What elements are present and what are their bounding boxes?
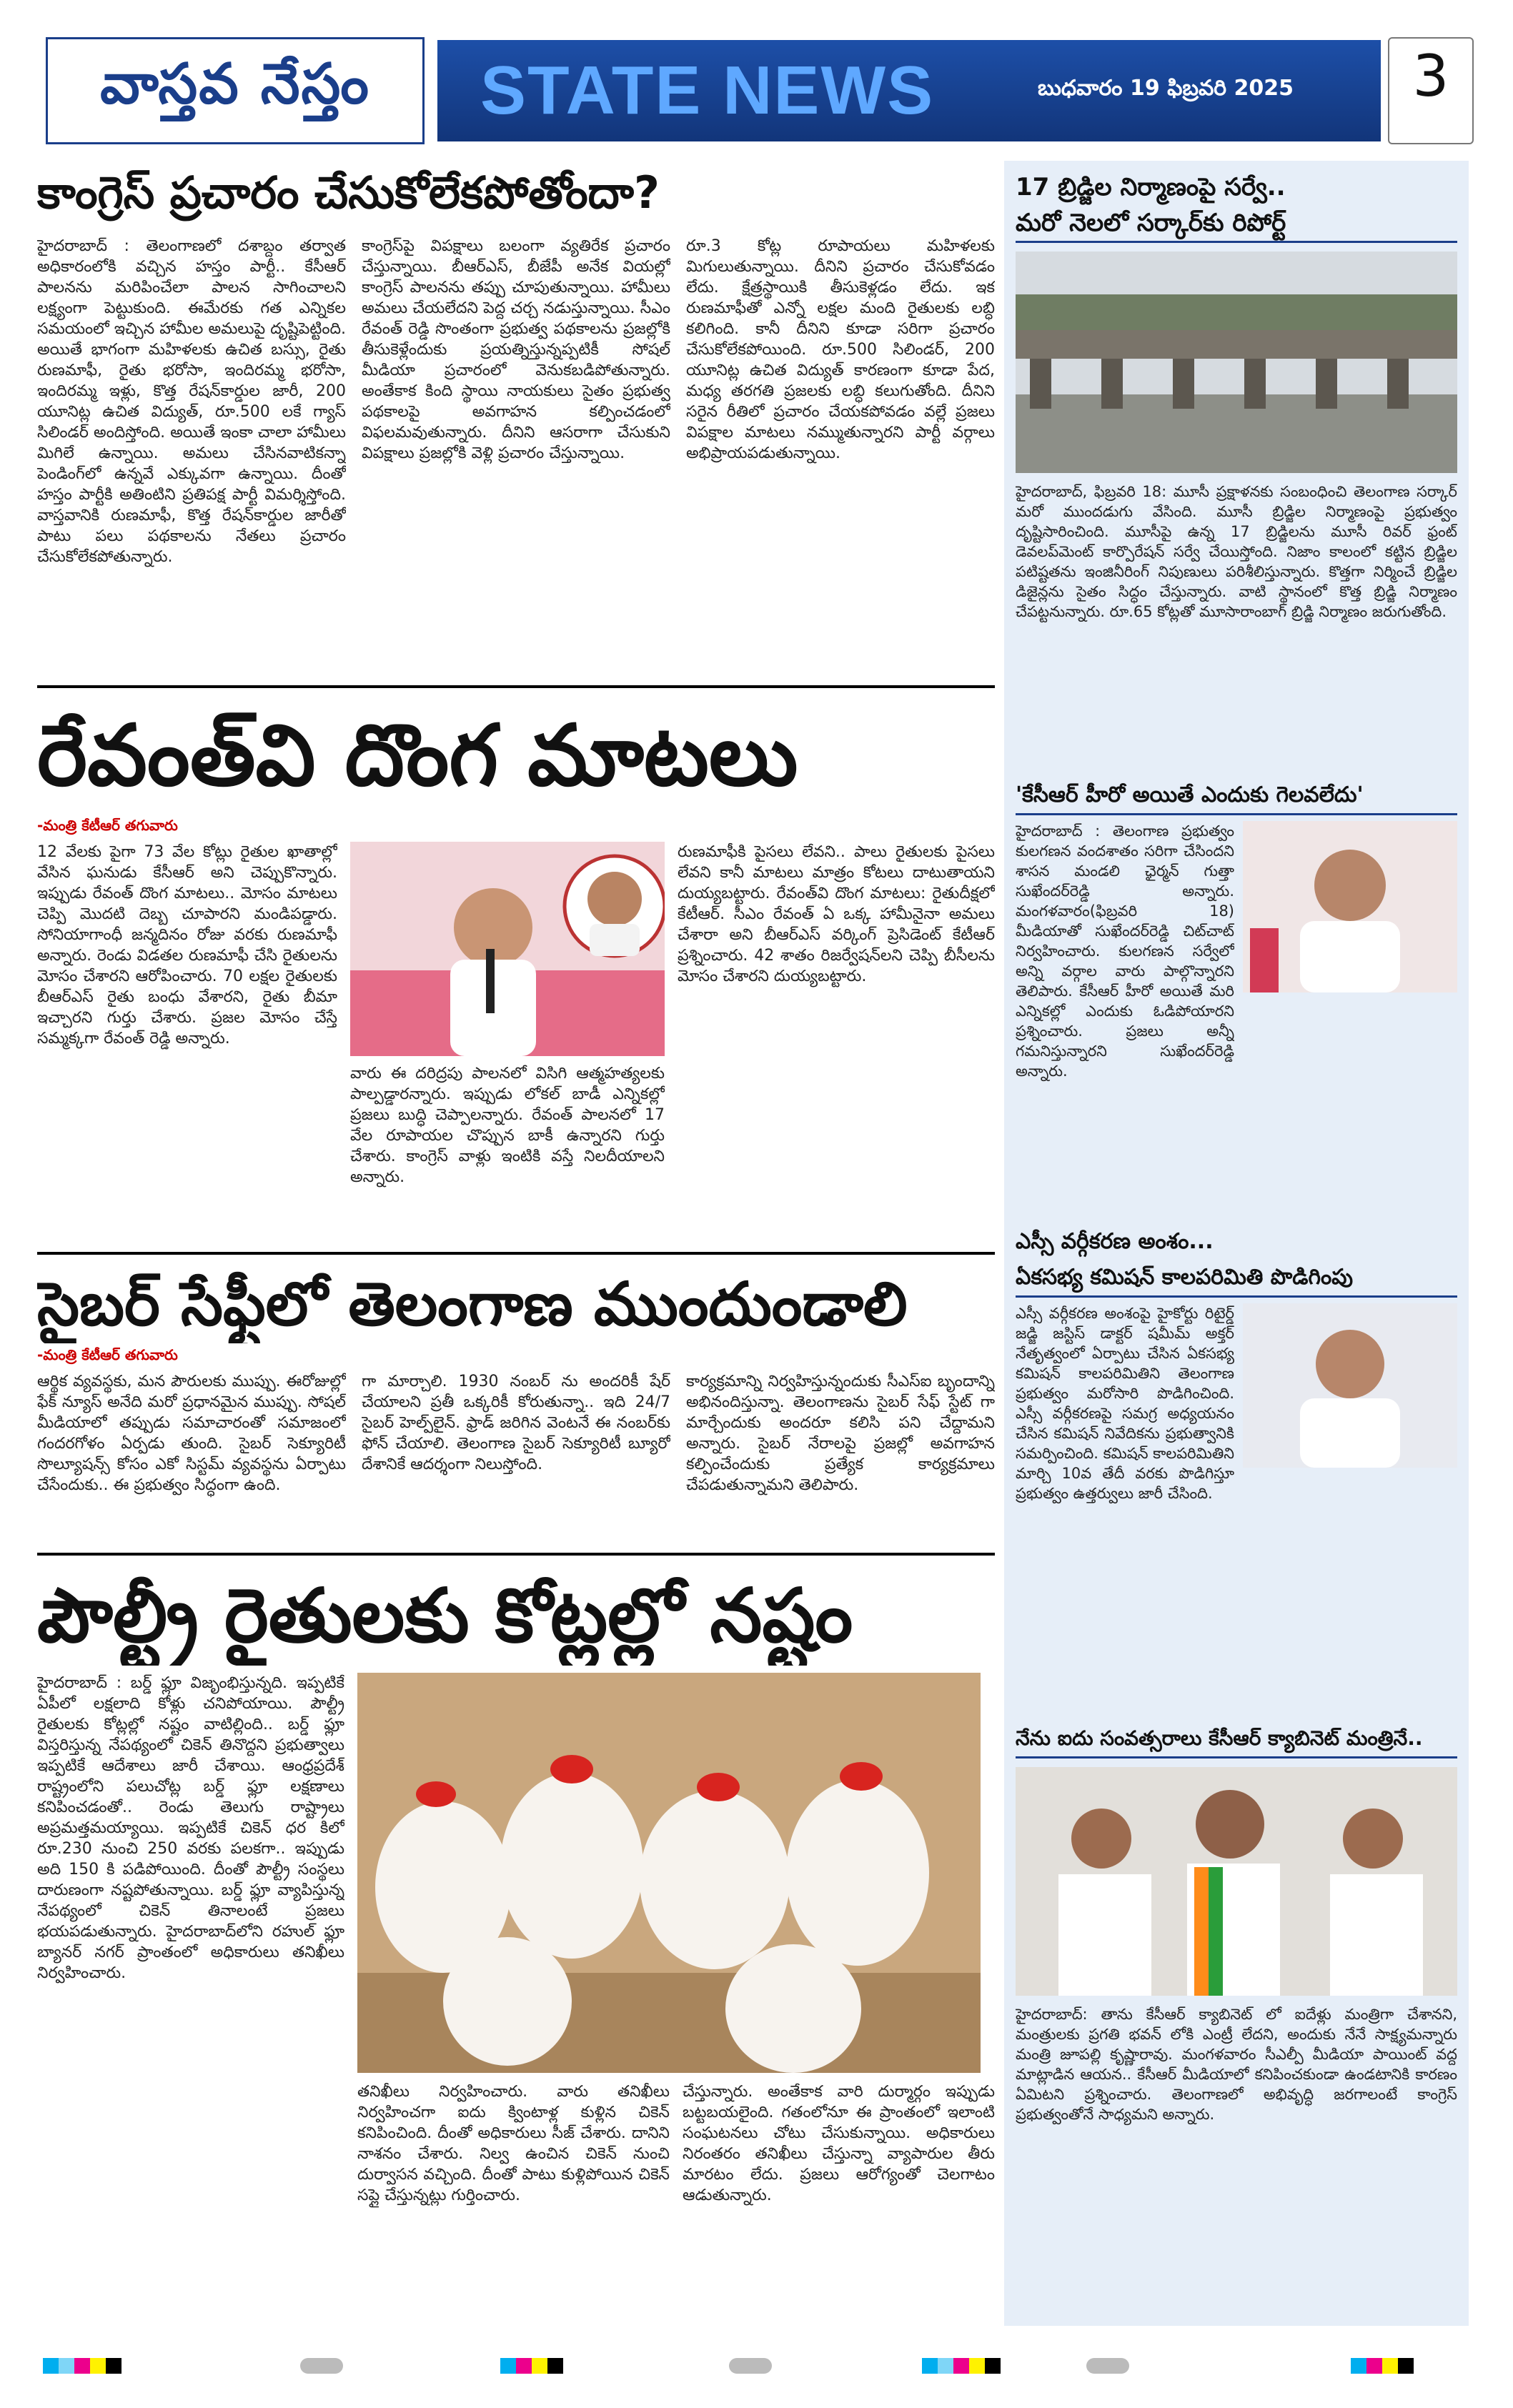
story-byline: -మంత్రి కేటీఆర్ తగువారు (37, 817, 178, 834)
sidebar-headline: 'కేసీఆర్ హీరో అయితే ఎందుకు గెలవలేదు' (1016, 777, 1457, 815)
sidebar-story-sc-commission (1004, 1215, 1469, 1712)
chicken-photo-illustration (357, 1673, 981, 2073)
color-bar (500, 2358, 563, 2374)
chicken-photo (357, 1673, 995, 2073)
portrait-illustration (1243, 1303, 1457, 1468)
section-title: STATE NEWS (480, 52, 935, 129)
story-column: హైదరాబాద్ : బర్డ్ ఫ్లూ విజృంభిస్తున్నది. ఇప్పటికే ఏపీలో లక్షలాది కోళ్లు చనిపోయాయి. పౌల్ట్రీ రైతులకు కోట్లల్లో నష్టం వాటిల్లింది.. బర్డ్ ఫ్లూ విస్తరిస్తున్న నేపథ్యంలో చికెన్ తినొద్దని ప్రభుత్వాలు ఇప్పటికే ఆదేశాలు జారీ చేశాయి. ఆంధ్రప్రదేశ్ రాష్ట్రంలోని పలుచోట్ల బర్డ్ ఫ్లూ లక్షణాలు కనిపించడంతో.. రెండు తెలుగు రాష్ట్రాలు అప్రమత్తమయ్యాయి. ఇప్పటికే చికెన్ ధర కిలో రూ.230 నుంచి 250 వరకు పలకగా.. ఇప్పుడు అది 150 కి పడిపోయింది. దీంతో పౌల్ట్రీ సంస్థలు దారుణంగా నష్టపోతున్నాయి. బర్డ్ ఫ్లూ వ్యాపిస్తున్న నేపథ్యంలో చికెన్ తినాలంటే ప్రజలు భయపడుతున్నారు. హైదరాబాద్‌లోని రహుల్ ఫ్లూ బ్యానర్ నగర్ ప్రాంతంలో అధికారులు తనిఖీలు నిర్వహించారు. (37, 1674, 344, 1982)
story-column: ఆర్థిక వ్యవస్థకు, మన పౌరులకు ముప్పు. ఈరోజుల్లో ఫేక్ న్యూస్ అనేది మరో ప్రధానమైన ముప్పు. సోషల్ మీడియాలో తప్పుడు సమాచారంతో సమాజంలో గందరగోళం ఏర్పడు తుంది. సైబర్ సెక్యూరిటీ సొల్యూషన్స్ కోసం ఎకో సిస్టమ్ వ్యవస్థను ఏర్పాటు చేసేందుకు.. ఈ ప్రభుత్వం సిద్ధంగా ఉంది. (37, 1373, 346, 1494)
story-column: గా మార్చాలి. 1930 నంబర్ ను అందరికీ షేర్ చేయాలని ప్రతీ ఒక్కరికీ కోరుతున్నా.. ఇది 24/7 సైబర్ హెల్ప్‌లైన్. ఫ్రాడ్ జరిగిన వెంటనే ఈ నంబర్‌కు ఫోన్ చేయాలి. తెలంగాణ సైబర్ సెక్యూరిటీ బ్యూరో దేశానికే ఆదర్శంగా నిలుస్తోంది. (362, 1373, 670, 1473)
sidebar-text: ఎస్సీ వర్గీకరణ అంశంపై హైకోర్టు రిటైర్డ్ జడ్జి జస్టిస్ డాక్టర్ షమీమ్ అక్తర్ నేతృత్వంలో ఏర్పాటు చేసిన ఏకసభ్య కమిషన్ కాలపరిమితిని తెలంగాణ ప్రభుత్వం మరోసారి పొడిగించింది. ఎస్సీ వర్గీకరణపై సమగ్ర అధ్యయనం చేసిన కమిషన్ నివేదికను ప్రభుత్వానికి సమర్పించింది. కమిషన్ కాలపరిమితిని మార్చి 10వ తేదీ వరకు పొడిగిస్తూ ప్రభుత్వం ఉత్తర్వులు జారీ చేసింది. (1016, 1305, 1234, 1502)
story-congress (37, 161, 995, 675)
sukhender-photo (1243, 821, 1457, 992)
logo-text: వాస్తవ నేస్తం (100, 51, 370, 116)
sidebar-headline: నేను ఐదు సంవత్సరాలు కేసీఆర్ క్యాబినెట్ మంత్రినే.. (1016, 1721, 1457, 1758)
bridge-photo (1016, 252, 1457, 473)
color-bar (1351, 2358, 1414, 2374)
main-column (37, 161, 995, 2387)
sidebar-text: హైదరాబాద్ : తెలంగాణ ప్రభుత్వం కులగణన వందశాతం సరిగా చేసిందని శాసన మండలి ఛైర్మన్ గుత్తా సుఖేందర్‌రెడ్డి అన్నారు. మంగళవారం(ఫిబ్రవరి 18) మీడియాతో సుఖేందర్‌రెడ్డి చిట్‌చాట్ నిర్వహించారు. కులగణన సర్వేలో అన్ని వర్గాల వారు పాల్గొన్నారని తెలిపారు. కేసీఆర్ హీరో అయితే మరి ఎన్నికల్లో ఎందుకు ఓడిపోయారని ప్రశ్నించారు. ప్రజలు అన్నీ గమనిస్తున్నారని సుఖేందర్‌రెడ్డి అన్నారు. (1016, 822, 1234, 1080)
sidebar (1004, 161, 1469, 2326)
masthead (37, 37, 1467, 144)
story-column: 12 వేలకు పైగా 73 వేల కోట్లు రైతుల ఖాతాల్లో వేసిన ఘనుడు కేసీఆర్ అని చెప్పుకొన్నారు. ఇప్పుడు రేవంత్ దొంగ మాటలు.. మోసం మాటలు చెప్పి మొదటి దెబ్బ చూపారని మండిపడ్డారు. సోనియాగాంధీ జన్మదినం రోజు వరకు రుణమాఫీ అన్నారు. రెండు విడతల రుణమాఫీ చేసి రైతులను మోసం చేశారని ఆరోపించారు. 70 లక్షల రైతులకు బీఆర్ఎస్ రైతు బంధు వేశారని, రైతు బీమా ఇచ్చారని గుర్తు చేశారు. ప్రజల మోసం చేస్తే సమ్మక్కగా రేవంత్ రెడ్డి అన్నారు. (37, 843, 337, 1048)
ktr-photo (350, 842, 665, 1056)
story-column: తనిఖీలు నిర్వహించారు. వారు తనిఖీలు నిర్వహించగా ఐదు క్వింటాళ్ల కుళ్లిన చికెన్ కనిపించింది. దీంతో అధికారులు సీజ్ చేశారు. దానిని నాశనం చేశారు. నిల్వ ఉంచిన చికెన్ నుంచి దుర్వాసన వచ్చింది. దీంతో పాటు కుళ్లిపోయిన చికెన్ సప్లై చేస్తున్నట్లు గుర్తించారు. (357, 2083, 670, 2204)
ktr-photo-illustration (350, 842, 665, 1056)
story-headline: పౌల్ట్రీ రైతులకు కోట్లల్లో నష్టం (37, 1572, 853, 1659)
story-revanth (37, 698, 995, 1242)
registration-mark (729, 2358, 772, 2374)
story-byline: -మంత్రి కేటీఆర్ తగువారు (37, 1346, 178, 1363)
divider (37, 685, 995, 688)
story-cyber (37, 1265, 995, 1543)
page-number: 3 (1388, 37, 1474, 144)
jupally-photo (1016, 1767, 1457, 1996)
color-bar (922, 2358, 1001, 2374)
sidebar-headline: ఏకసభ్య కమిషన్ కాలపరిమితి పొడిగింపు (1016, 1260, 1457, 1298)
story-column: రూ.3 కోట్ల రూపాయలు మహిళలకు మిగులుతున్నాయి. దీనిని ప్రచారం చేసుకోవడం లేదు. క్షేత్రస్థాయికి తీసుకెళ్లడం లేదు. ఇక రుణమాఫీతో ఎన్నో లక్షల మంది రైతులకు లబ్ధి కలిగింది. కానీ దీనిని కూడా సరిగా ప్రచారం చేసుకోలేకపోయింది. రూ.500 సిలిండర్, 200 యూనిట్ల ఉచిత విద్యుత్ కారణంగా కూడా పేద, మధ్య తరగతి ప్రజలకు లబ్ధి కలుగుతోంది. దీనిని సరైన రీతిలో ప్రచారం చేయకపోవడం వల్లే ప్రజలు విపక్షాల మాటలు నమ్ముతున్నారని పార్టీ వర్గాలు అభిప్రాయపడుతున్నాయి. (686, 237, 995, 462)
section-banner (437, 40, 1009, 141)
sidebar-headline: 17 బ్రిడ్జిల నిర్మాణంపై సర్వే.. (1016, 173, 1286, 202)
story-headline: సైబర్ సేఫ్టీలో తెలంగాణ ముందుండాలి (37, 1269, 908, 1339)
press-meet-illustration (1016, 1767, 1457, 1996)
portrait-illustration (1243, 821, 1457, 992)
registration-mark (1086, 2358, 1129, 2374)
issue-date: బుధవారం 19 ఫిబ్రవరి 2025 (1009, 40, 1381, 141)
divider (37, 1553, 995, 1556)
story-headline: కాంగ్రెస్ ప్రచారం చేసుకోలేకపోతోందా? (37, 166, 660, 219)
story-poultry (37, 1566, 995, 2387)
sidebar-story-jupally (1004, 1712, 1469, 2227)
newspaper-logo (46, 37, 425, 144)
sidebar-story-bridges (1004, 161, 1469, 769)
color-bar (43, 2358, 121, 2374)
divider (37, 1252, 995, 1255)
sidebar-headline: ఎస్సీ వర్గీకరణ అంశం... (1016, 1229, 1214, 1254)
story-column: వారు ఈ దరిద్రపు పాలనలో విసిగి ఆత్మహత్యలకు పాల్పడ్డారన్నారు. ఇప్పుడు లోకల్ బాడీ ఎన్నికల్లో ప్రజలు బుద్ధి చెప్పాలన్నారు. రేవంత్ పాలనలో 17 వేల రూపాయల చొప్పున బాకీ ఉన్నారని గుర్తు చేశారు. కాంగ్రెస్ వాళ్లు ఇంటికి వస్తే నిలదీయాలని అన్నారు. (350, 1065, 665, 1186)
story-column: చేస్తున్నారు. అంతేకాక వారి దుర్మార్గం ఇప్పుడు బట్టబయలైంది. గతంలోనూ ఈ ప్రాంతంలో ఇలాంటి సంఘటనలు చోటు చేసుకున్నాయి. అధికారులు నిరంతరం తనిఖీలు చేస్తున్నా వ్యాపారుల తీరు మారటం లేదు. ప్రజలు ఆరోగ్యంతో చెలగాటం ఆడుతున్నారు. (683, 2083, 995, 2204)
story-column: కార్యక్రమాన్ని నిర్వహిస్తున్నందుకు సీఎస్ఐ బృందాన్ని అభినందిస్తున్నా. తెలంగాణను సైబర్ సేఫ్ స్టేట్ గా మార్చేందుకు అందరూ కలిసి పని చేద్దామని అన్నారు. సైబర్ నేరాలపై ప్రజల్లో అవగాహన కల్పించేందుకు ప్రత్యేక కార్యక్రమాలు చేపడుతున్నామని తెలిపారు. (686, 1373, 995, 1494)
commission-photo (1243, 1303, 1457, 1468)
sidebar-text: హైదరాబాద్, ఫిబ్రవరి 18: మూసీ ప్రక్షాళనకు సంబంధించి తెలంగాణ సర్కార్ మరో ముందడుగు వేసింది. మూసీ బ్రిడ్జిల నిర్మాణంపై ప్రభుత్వం దృష్టిసారించింది. మూసీపై ఉన్న 17 బ్రిడ్జిలను మూసీ రివర్ ఫ్రంట్ డెవలప్‌మెంట్ కార్పొరేషన్ సర్వే చేయిస్తోంది. నిజాం కాలంలో కట్టిన బ్రిడ్జిల పటిష్టతను ఇంజినీరింగ్ నిపుణులు పరిశీలిస్తున్నారు. కొత్తగా నిర్మించే బ్రిడ్జిల డిజైన్లను సైతం సిద్ధం చేస్తున్నారు. వాటి స్థానంలో కొత్త బ్రిడ్జి నిర్మాణం చేపట్టనున్నారు. రూ.65 కోట్లతో మూసారాంబాగ్ బ్రిడ్జి నిర్మాణం జరుగుతోంది. (1016, 483, 1457, 620)
bridge-photo-illustration (1016, 252, 1457, 473)
story-headline: రేవంత్‌వి దొంగ మాటలు (37, 706, 798, 805)
sidebar-headline: మరో నెలలో సర్కార్‌కు రిపోర్ట్ (1016, 205, 1457, 243)
story-column: కాంగ్రెస్‌పై విపక్షాలు బలంగా వ్యతిరేక ప్రచారం చేస్తున్నాయి. బీఆర్ఎస్, బీజేపీ అనేక వియల్లో కాంగ్రెస్ పాలనను తప్పు చూపుతున్నాయి. హామీలు అమలు చేయలేదని పెద్ద చర్చ నడుస్తున్నాయి. సీఎం రేవంత్ రెడ్డి సొంతంగా ప్రభుత్వ పథకాలను ప్రజల్లోకి తీసుకెళ్లేందుకు ప్రయత్నిస్తున్నప్పటికీ సోషల్ మీడియా ప్రచారంలో వెనుకబడిపోతున్నారు. అంతేకాక కింది స్థాయి నాయకులు సైతం ప్రభుత్వ పథకాలపై అవగాహన కల్పించడంలో విఫలమవుతున్నారు. దీనిని ఆసరాగా చేసుకుని విపక్షాలు ప్రజల్లోకి వెళ్లి ప్రచారం చేస్తున్నాయి. (362, 237, 670, 462)
sidebar-story-kcr-hero (1004, 769, 1469, 1215)
story-column: రుణమాఫీకి పైసలు లేవని.. పాలు రైతులకు పైసలు లేవని కానీ మాటలు మాత్రం కోటలు దాటుతాయని దుయ్యబట్టారు. రేవంత్‌వి దొంగ మాటలు: రైతుదీక్షలో కేటీఆర్. సీఎం రేవంత్ ఏ ఒక్క హామీనైనా అమలు చేశారా అని బీఆర్ఎస్ వర్కింగ్ ప్రెసిడెంట్ కేటీఆర్ ప్రశ్నించారు. 42 శాతం రిజర్వేషన్‌లని చెప్పి బీసీలను మోసం చేశారని దుయ్యబట్టారు. (678, 843, 995, 985)
sidebar-text: హైదరాబాద్: తాను కేసీఆర్ క్యాబినెట్ లో ఐదేళ్లు మంత్రిగా చేశానని, మంత్రులకు ప్రగతి భవన్ లోకి ఎంట్రీ లేదని, అందుకు నేనే సాక్ష్యమన్నారు మంత్రి జూపల్లి కృష్ణారావు. మంగళవారం సీఎల్పీ మీడియా పాయింట్ వద్ద మాట్లాడిన ఆయన.. కేసీఆర్ మీడియాలో కనిపించకుండా ఉండటానికి కారణం ఏమిటని ప్రశ్నించారు. తెలంగాణలో అభివృద్ధి జరగాలంటే కాంగ్రెస్ ప్రభుత్వంతోనే సాధ్యమని అన్నారు. (1016, 2006, 1457, 2123)
registration-mark (300, 2358, 343, 2374)
story-column: హైదరాబాద్ : తెలంగాణలో దశాబ్దం తర్వాత అధికారంలోకి వచ్చిన హస్తం పార్టీ.. కేసీఆర్‌ పాలనను మరిపించేలా పాలన సాగించాలని లక్ష్యంగా పెట్టుకుంది. ఈమేరకు గత ఎన్నికల సమయంలో ఇచ్చిన హామీల అమలుపై దృష్టిపెట్టింది. అయితే భాగంగా మహిళలకు ఉచిత బస్సు, రైతు రుణమాఫీ, రైతు భరోసా, ఇందిరమ్మ భరోసా, ఇందిరమ్మ ఇళ్లు, కొత్త రేషన్‌కార్డుల జారీ, 200 యూనిట్ల ఉచిత విద్యుత్, రూ.500 లకే గ్యాస్ సిలిండర్ అందిస్తోంది. అయితే ఇంకా చాలా హామీలు మిగిలే ఉన్నాయి. అమలు చేసినవాటికన్నా పెండింగ్‌లో ఉన్నవే ఎక్కువగా ఉన్నాయి. దీంతో హస్తం పార్టీకి అతింటిని ప్రతిపక్ష పార్టీ విమర్శిస్తోంది. వాస్తవానికి రుణమాఫీ, కొత్త రేషన్‌కార్డుల జారీతో పాటు పలు పథకాలను నేతలు ప్రచారం చేసుకోలేకపోతున్నారు. (37, 237, 346, 566)
